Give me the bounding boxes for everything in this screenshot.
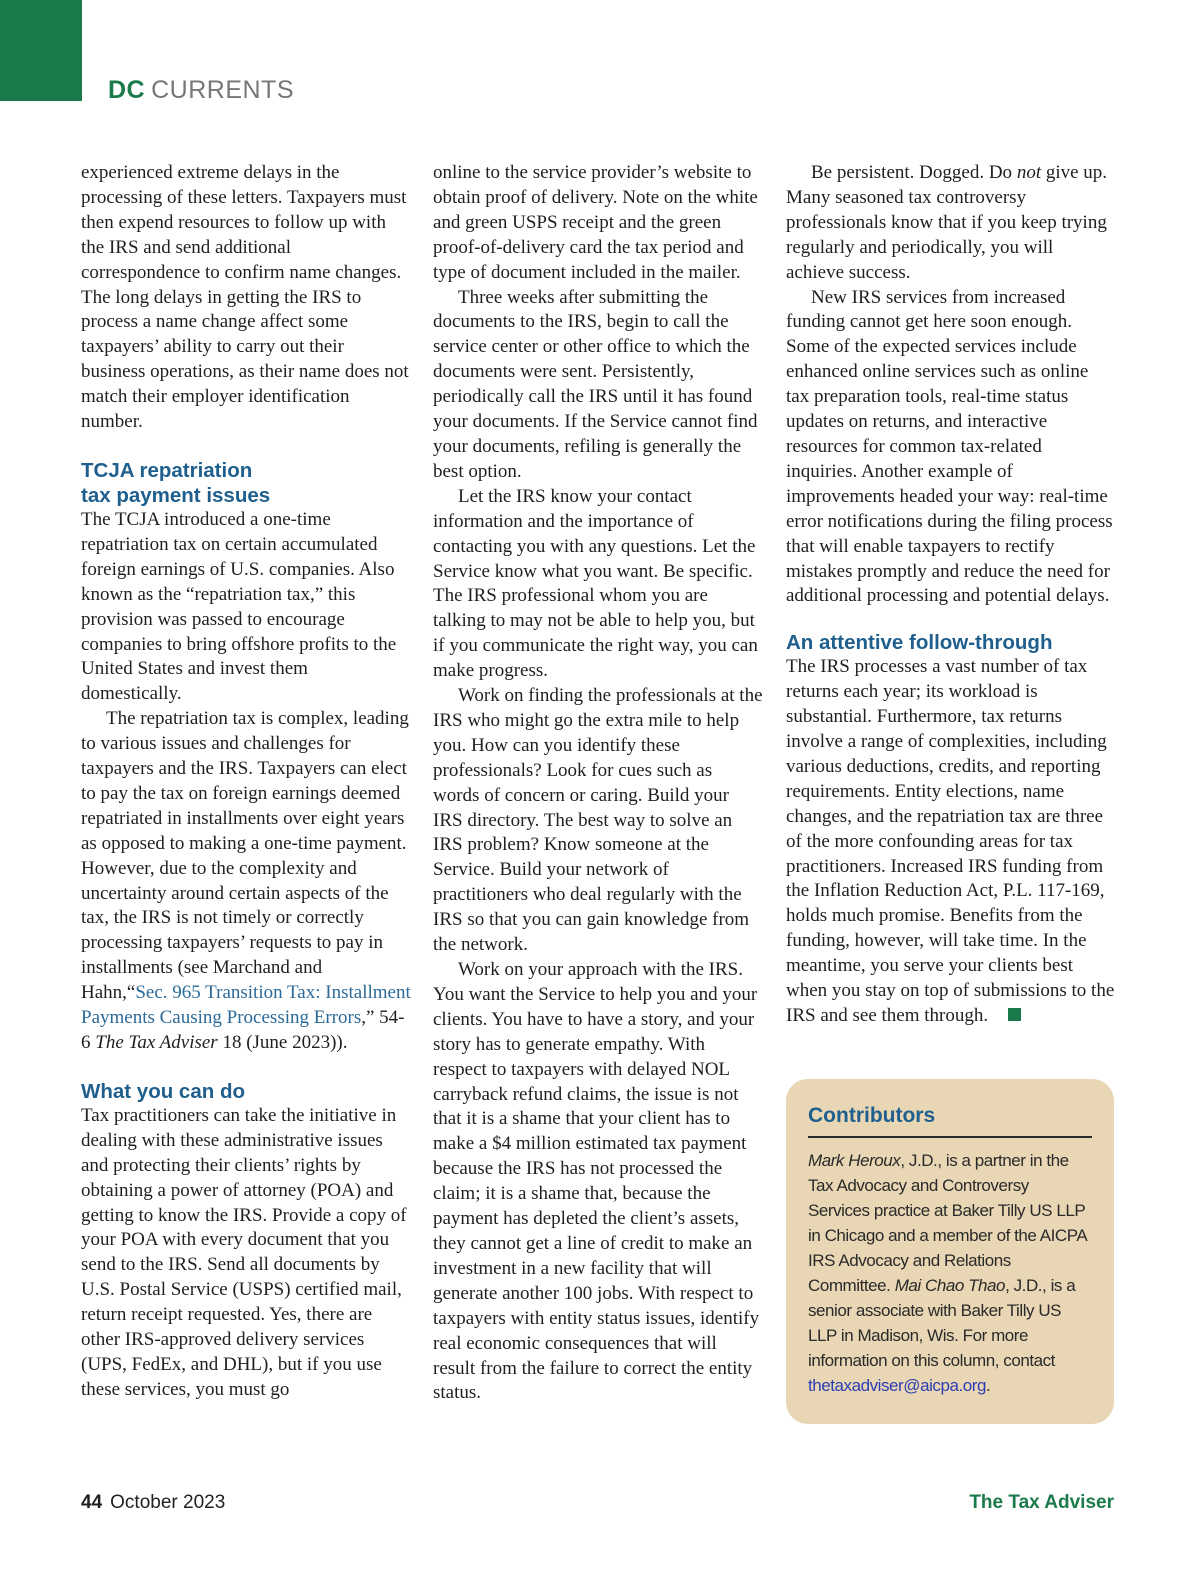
text-run: ,” 54-6 <box>81 1007 405 1053</box>
text-run: . <box>985 1376 991 1395</box>
section-header-bold: DC <box>108 76 146 104</box>
text-run: Be persistent. Dogged. Do <box>811 162 1017 183</box>
paragraph: New IRS services from increased funding cannot get here soon enough. Some of the expected services include enhanced online services such as online tax preparation tools, real-time status updates on returns, and interactive resources for common tax-related inquiries. Another example of improvements headed your way: real-time error notifications during the filing process that will enable taxpayers to rectify mistakes promptly and reduce the need for additional processing and potential delays. <box>786 286 1113 607</box>
paragraph: Tax practitioners can take the initiative in dealing with these administrative issues and protecting their clients’ rights by obtaining a power of attorney (POA) and getting to know the IRS. Provide a copy of your POA with every document that you send to the IRS. Send all documents by U.S. Postal Service (USPS) certified mail, return receipt requested. Yes, there are other IRS-approved delivery services (UPS, FedEx, and DHL), but if you use these services, you must go <box>81 1104 407 1400</box>
article-link[interactable]: Sec. 965 Transition Tax: Installment Payments Causing Processing Errors <box>81 982 411 1029</box>
column-1 <box>81 161 411 1403</box>
page-number: 44 <box>81 1492 103 1513</box>
heading-tcja <box>81 458 411 508</box>
paragraph: experienced extreme delays in the processing of these letters. Taxpayers must then expend resources to follow up with the IRS and send additional correspondence to confirm name changes. The long delays in getting the IRS to process a name change affect some taxpayers’ ability to carry out their business operations, as their name does not match their employer identification number. <box>81 162 409 433</box>
paragraph: Let the IRS know your contact information and the importance of contacting you with any questions. Let the Service know what you want. Be specific. The IRS professional whom you are talking to may not be able to help you, but if you communicate the right way, you can make progress. <box>433 485 758 682</box>
paragraph: The TCJA introduced a one-time repatriation tax on certain accumulated foreign earnings of U.S. companies. Also known as the “repatriation tax,” this provision was passed to encourage companies to bring offshore profits to the United States and invest them domestically. <box>81 508 397 705</box>
emphasis: not <box>1016 162 1042 183</box>
section-header <box>108 76 294 105</box>
contributors-box <box>786 1079 1114 1424</box>
footer-page-info <box>81 1492 225 1514</box>
column-2 <box>433 161 763 1406</box>
text-run: 18 (June 2023)). <box>217 1032 348 1053</box>
paragraph: Three weeks after submitting the documents to the IRS, begin to call the service center or other office to which the documents were sent. Persistently, periodically call the IRS until it has found your documents. If the Service cannot find your documents, refiling is generally the best option. <box>433 286 758 482</box>
divider <box>808 1136 1092 1138</box>
text-run: The IRS processes a vast number of tax returns each year; its workload is substantial. Furthermore, tax returns involve a range of complexities, including various deductions, credits, and reporting requirements. Entity elections, name changes, and the repatriation tax are three of the more confounding areas for tax practitioners. Increased IRS funding from the Inflation Reduction Act, P.L. 117-169, holds much promise. Benefits from the funding, however, will take time. In the meantime, you serve your clients best when you stay on top of submissions to the IRS and see them through. <box>786 656 1115 1026</box>
contributor-name: Mark Heroux <box>808 1151 901 1170</box>
heading-attentive-follow-through: An attentive follow-through <box>786 631 1053 655</box>
green-square-icon <box>1008 1008 1021 1021</box>
contributors-text <box>808 1148 1092 1398</box>
paragraph: Work on finding the professionals at the IRS who might go the extra mile to help you. How can you identify these professionals? Look for cues such as words of concern or caring. Build your IRS directory. The best way to solve an IRS problem? Know someone at the Service. Build your network of practitioners who deal regularly with the IRS so that you can gain knowledge from the network. <box>433 685 763 956</box>
text-run: , J.D., is a senior associate with Baker Tilly US LLP in Madison, Wis. For more information on this column, contact <box>808 1276 1076 1370</box>
paragraph: online to the service provider’s website to obtain proof of delivery. Note on the white and green USPS receipt and the green proof-of-delivery card the tax period and type of document included in the mailer. <box>433 162 758 283</box>
section-header-light: CURRENTS <box>151 76 295 104</box>
contributor-name: Mai Chao Thao <box>894 1276 1006 1295</box>
heading-line: TCJA repatriation <box>81 458 253 482</box>
paragraph <box>786 161 1116 286</box>
contributors-title: Contributors <box>808 1104 936 1127</box>
paragraph: Work on your approach with the IRS. You want the Service to help you and your clients. You have to have a story, and your story has to generate empathy. With respect to taxpayers with delayed NOL carryback refund claims, the issue is not that it is a shame that your client has to make a $4 million estimated tax payment because the IRS has not processed the claim; it is a shame that, because the payment has depleted the client’s assets, they cannot get a line of credit to make an investment in a new facility that will generate another 100 jobs. With respect to taxpayers with entity status issues, identify real economic consequences that will result from the failure to correct the entity status. <box>433 959 760 1404</box>
paragraph <box>81 707 411 1056</box>
heading-what-you-can-do: What you can do <box>81 1079 245 1103</box>
text-run: The repatriation tax is complex, leading to various issues and challenges for taxpayers and the IRS. Taxpayers can elect to pay the tax on foreign earnings deemed repatriated in installments over eight years as opposed to making a one-time payment. However, due to the complexity and uncertainty around certain aspects of the tax, the IRS is not timely or correctly processing taxpayers’ requests to pay in installments (see Marchand and Hahn,“ <box>81 708 409 1004</box>
contact-email-link[interactable]: thetaxadviser@aicpa.org <box>808 1376 986 1395</box>
text-run: give up. Many seasoned tax controversy professionals know that if you keep trying regularly and periodically, you will achieve success. <box>786 162 1108 283</box>
paragraph <box>786 655 1116 1029</box>
green-header-tab <box>0 0 82 101</box>
column-3 <box>786 161 1116 1029</box>
journal-title: The Tax Adviser <box>95 1032 218 1053</box>
publication-name: The Tax Adviser <box>969 1492 1114 1513</box>
heading-line: tax payment issues <box>81 483 271 507</box>
issue-date: October 2023 <box>110 1492 226 1513</box>
text-run: , J.D., is a partner in the Tax Advocacy and Controversy Services practice at Baker Tilly US LLP in Chicago and a member of the AICPA IRS Advocacy and Relations Committee. <box>808 1151 1087 1295</box>
